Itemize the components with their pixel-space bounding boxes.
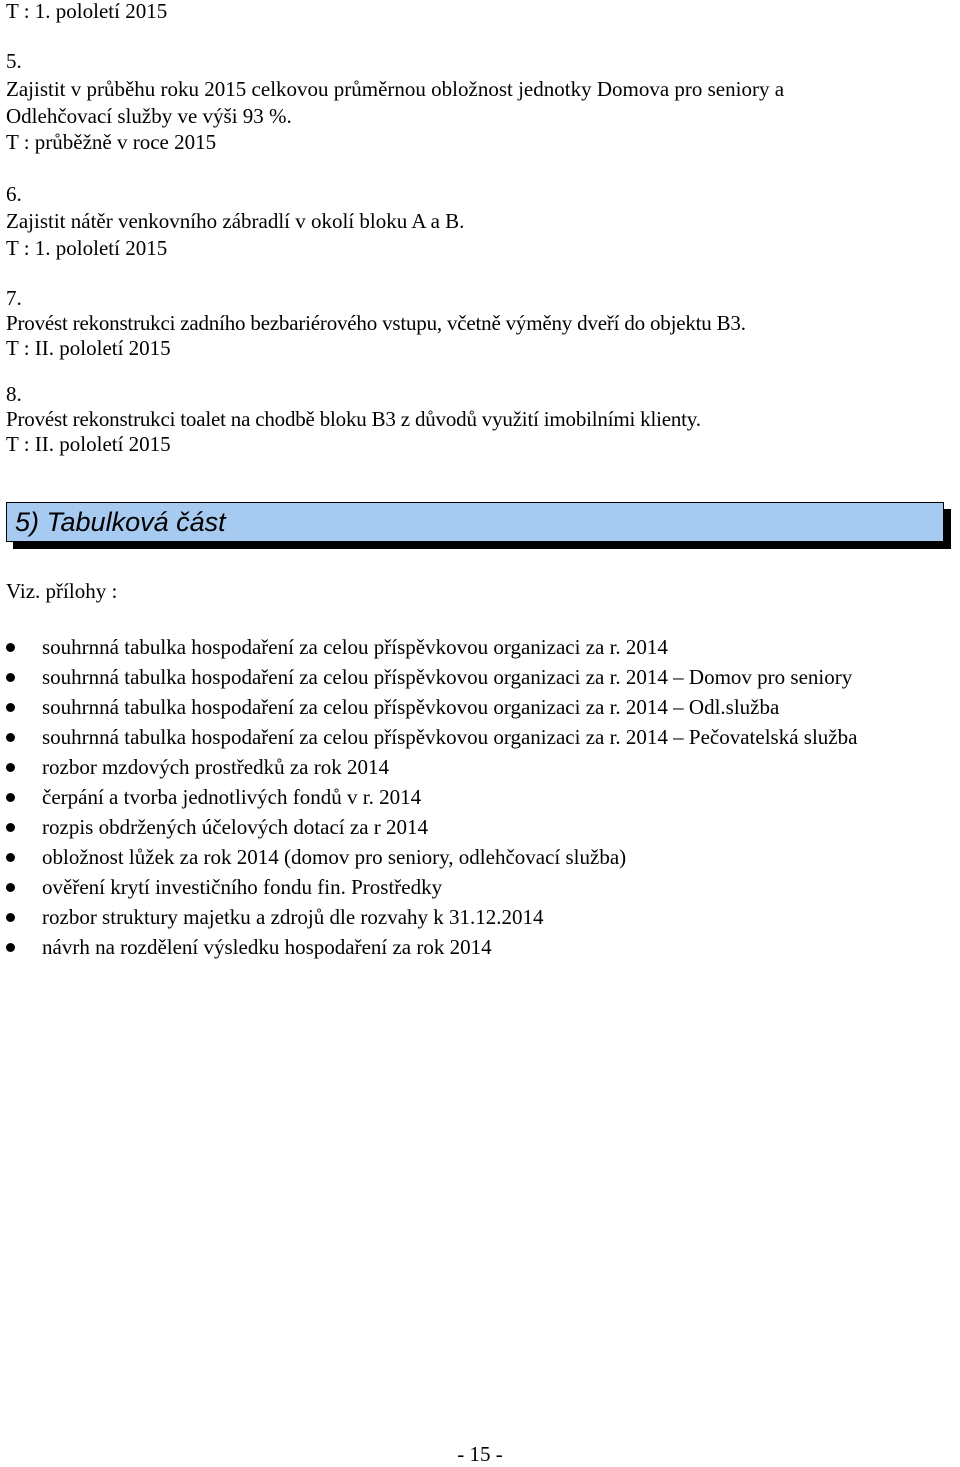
attachments-intro: Viz. přílohy :: [6, 579, 118, 603]
item-6-number: 6.: [6, 182, 22, 206]
bullet-icon: [6, 793, 15, 802]
item-5-number: 5.: [6, 49, 22, 73]
bullet-icon: [6, 763, 15, 772]
item-5-text-line-2: Odlehčovací služby ve výši 93 %.: [6, 104, 292, 128]
page-number: - 15 -: [457, 1442, 503, 1466]
section-heading: 5) Tabulková část: [15, 507, 226, 537]
item-7-number: 7.: [6, 286, 22, 310]
item-8-term: T : II. pololetí 2015: [6, 432, 171, 456]
item-8-number: 8.: [6, 382, 22, 406]
item-5-text-line-1: Zajistit v průběhu roku 2015 celkovou průměrnou obložnost jednotky Domova pro seniory a: [6, 77, 785, 101]
bullet-icon: [6, 703, 15, 712]
item-7-text: Provést rekonstrukci zadního bezbariérového vstupu, včetně výměny dveří do objektu B3.: [6, 311, 746, 335]
item-6-term: T : 1. pololetí 2015: [6, 236, 168, 260]
bullet-icon: [6, 853, 15, 862]
item-5-term: T : průběžně v roce 2015: [6, 130, 217, 154]
bullet-icon: [6, 823, 15, 832]
item-7-term: T : II. pololetí 2015: [6, 336, 171, 360]
bullet-icon: [6, 643, 15, 652]
bullet-icon: [6, 673, 15, 682]
bullet-icon: [6, 733, 15, 742]
term-previous: T : 1. pololetí 2015: [6, 0, 168, 23]
item-6-text: Zajistit nátěr venkovního zábradlí v okolí bloku A a B.: [6, 209, 465, 233]
bullet-icon: [6, 913, 15, 922]
bullet-icon: [6, 943, 15, 952]
item-8-text: Provést rekonstrukci toalet na chodbě bloku B3 z důvodů využití imobilními klienty.: [6, 407, 701, 431]
bullet-icon: [6, 883, 15, 892]
section-heading-box: [6, 502, 944, 542]
